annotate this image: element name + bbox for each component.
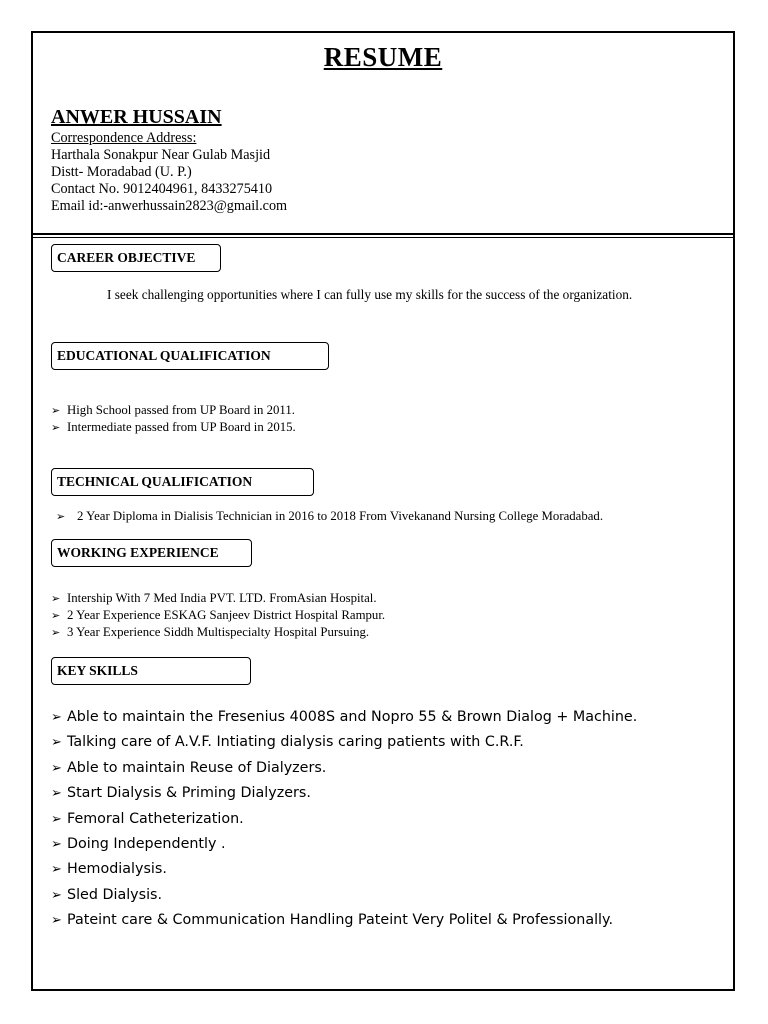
key-skills-list	[51, 705, 637, 934]
list-item: ➢ Talking care of A.V.F. Intiating dialysis caring patients with C.R.F.	[51, 730, 637, 755]
list-item: ➢ High School passed from UP Board in 2011.	[51, 403, 295, 417]
bullet-arrow-icon: ➢	[51, 710, 62, 725]
list-item: ➢ Pateint care & Communication Handling Pateint Very Politel & Professionally.	[51, 908, 637, 933]
list-item: ➢ Able to maintain the Fresenius 4008S and Nopro 55 & Brown Dialog + Machine.	[51, 705, 637, 730]
address-line: Distt- Moradabad (U. P.)	[51, 164, 192, 180]
technical-heading: TECHNICAL QUALIFICATION	[51, 468, 314, 496]
bullet-arrow-icon: ➢	[51, 626, 61, 639]
header-divider	[33, 233, 733, 235]
bullet-arrow-icon: ➢	[51, 887, 62, 903]
bullet-arrow-icon: ➢	[51, 913, 62, 929]
page-title: RESUME	[323, 42, 443, 72]
bullet-arrow-icon: ➢	[51, 421, 61, 434]
bullet-arrow-icon: ➢	[51, 862, 62, 878]
correspondence-label: Correspondence Address:	[51, 130, 197, 146]
bullet-arrow-icon: ➢	[51, 592, 61, 605]
technical-list	[56, 508, 603, 525]
list-item: ➢ Femoral Catheterization.	[51, 807, 637, 832]
bullet-arrow-icon: ➢	[51, 609, 61, 622]
list-item: ➢ 2 Year Experience ESKAG Sanjeev District Hospital Rampur.	[51, 608, 386, 622]
bullet-arrow-icon: ➢	[51, 811, 62, 827]
bullet-arrow-icon: ➢	[51, 735, 62, 751]
contact-block	[51, 130, 287, 215]
career-objective-text: I seek challenging opportunities where I can fully use my skills for the success of the organization.	[107, 287, 633, 302]
experience-heading: WORKING EXPERIENCE	[51, 539, 252, 567]
list-item: ➢ 2 Year Diploma in Dialisis Technician in 2016 to 2018 From Vivekanand Nursing College Moradabad.	[56, 509, 604, 523]
key-skills-heading: KEY SKILLS	[51, 657, 251, 685]
bullet-arrow-icon: ➢	[56, 510, 66, 523]
list-item: ➢ Intermediate passed from UP Board in 2015.	[51, 420, 296, 434]
list-item: ➢ Start Dialysis & Priming Dialyzers.	[51, 781, 637, 806]
list-item: ➢ Able to maintain Reuse of Dialyzers.	[51, 756, 637, 781]
resume-page	[31, 31, 735, 991]
bullet-arrow-icon: ➢	[51, 786, 62, 802]
experience-list	[51, 590, 385, 641]
header-divider-thin	[33, 237, 733, 238]
education-heading: EDUCATIONAL QUALIFICATION	[51, 342, 329, 370]
candidate-name: ANWER HUSSAIN	[51, 106, 222, 128]
bullet-arrow-icon: ➢	[51, 404, 61, 417]
list-item: ➢ Intership With 7 Med India PVT. LTD. FromAsian Hospital.	[51, 591, 377, 605]
email-line: Email id:-anwerhussain2823@gmail.com	[51, 198, 288, 214]
contact-number: Contact No. 9012404961, 8433275410	[51, 181, 273, 197]
career-objective-heading: CAREER OBJECTIVE	[51, 244, 221, 272]
bullet-arrow-icon: ➢	[51, 837, 62, 853]
address-line: Harthala Sonakpur Near Gulab Masjid	[51, 147, 271, 163]
list-item: ➢ Doing Independently .	[51, 832, 637, 857]
education-list	[51, 402, 296, 436]
list-item: ➢ Hemodialysis.	[51, 857, 637, 882]
bullet-arrow-icon: ➢	[51, 760, 62, 776]
list-item: ➢ Sled Dialysis.	[51, 883, 637, 908]
list-item: ➢ 3 Year Experience Siddh Multispecialty Hospital Pursuing.	[51, 625, 370, 639]
